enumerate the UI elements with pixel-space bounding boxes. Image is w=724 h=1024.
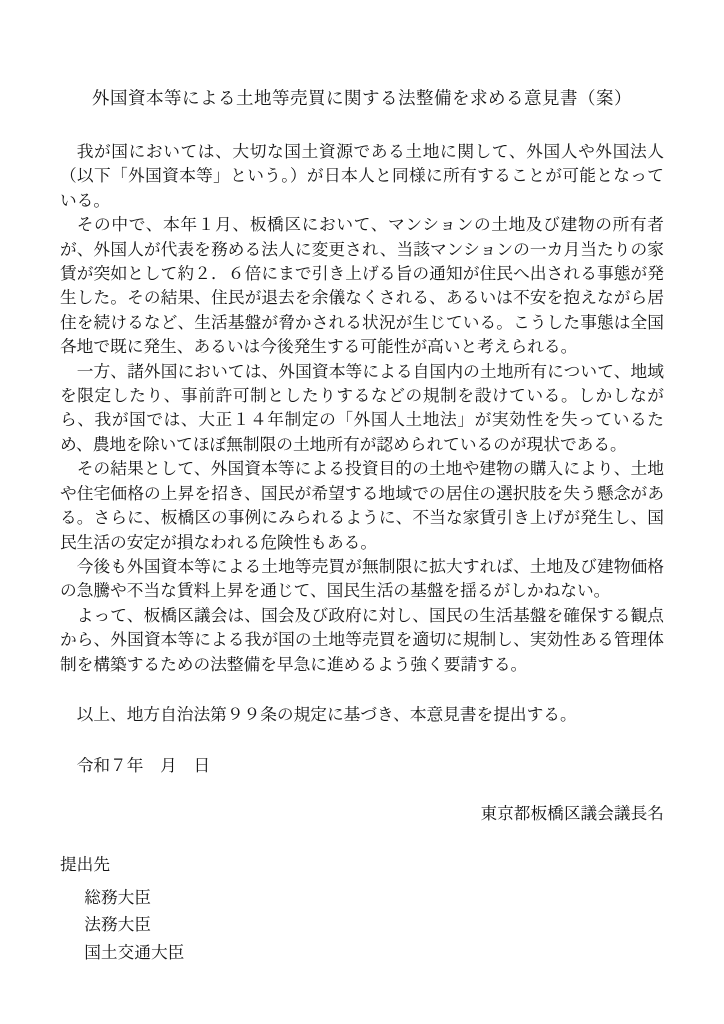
- date-line: 令和７年 月 日: [76, 756, 211, 776]
- paragraph: その結果として、外国資本等による投資目的の土地や建物の購入により、土地や住宅価格の上昇を招き、国民が希望する地域での居住の選択肢を失う懸念がある。さらに、板橋区の事例にみられるように、不当な家賃引き上げが発生し、国民生活の安定が損なわれる危険性もある。: [60, 459, 665, 552]
- document-body: [60, 140, 664, 966]
- closing-statement: 以上、地方自治法第９９条の規定に基づき、本意見書を提出する。: [76, 704, 577, 724]
- document-title: 外国資本等による土地等売買に関する法整備を求める意見書（案）: [92, 88, 632, 108]
- recipient-item: 総務大臣: [84, 887, 151, 907]
- paragraph: 我が国においては、大切な国土資源である土地に関して、外国人や外国法人（以下「外国資本等」という。）が日本人と同様に所有することが可能となっている。: [60, 142, 664, 210]
- paragraph: よって、板橋区議会は、国会及び政府に対し、国民の生活基盤を確保する観点から、外国資本等による我が国の土地等売買を適切に規制し、実効性ある管理体制を構築するための法整備を早急に進めるよう強く要請する。: [60, 605, 664, 674]
- signature-line: 東京都板橋区議会議長名: [480, 803, 664, 823]
- recipient-item: 国土交通大臣: [84, 942, 185, 962]
- recipients-heading: 提出先: [60, 855, 111, 875]
- paragraph: 今後も外国資本等による土地等売買が無制限に拡大すれば、土地及び建物価格の急騰や不当な賃料上昇を通じて、国民生活の基盤を揺るがしかねない。: [60, 556, 664, 601]
- paragraph: 一方、諸外国においては、外国資本等による自国内の土地所有について、地域を限定したり、事前許可制としたりするなどの規制を設けている。しかしながら、我が国では、大正１４年制定の「外国人土地法」が実効性を失っているため、農地を除いてほぼ無制限の土地所有が認められているのが現状である。: [60, 361, 664, 454]
- paragraph: その中で、本年１月、板橋区において、マンションの土地及び建物の所有者が、外国人が代表を務める法人に変更され、当該マンションの一カ月当たりの家賃が突如として約２．６倍にまで引き上げる旨の通知が住民へ出される事態が発生した。その結果、住民が退去を余儀なくされる、あるいは不安を抱えながら居住を続けるなど、生活基盤が脅かされる状況が生じている。こうした事態は全国各地で既に発生、あるいは今後発生する可能性が高いと考えられる。: [60, 215, 664, 357]
- recipient-item: 法務大臣: [84, 915, 151, 935]
- recipient-list: [60, 884, 664, 967]
- recipients-section: [60, 853, 664, 966]
